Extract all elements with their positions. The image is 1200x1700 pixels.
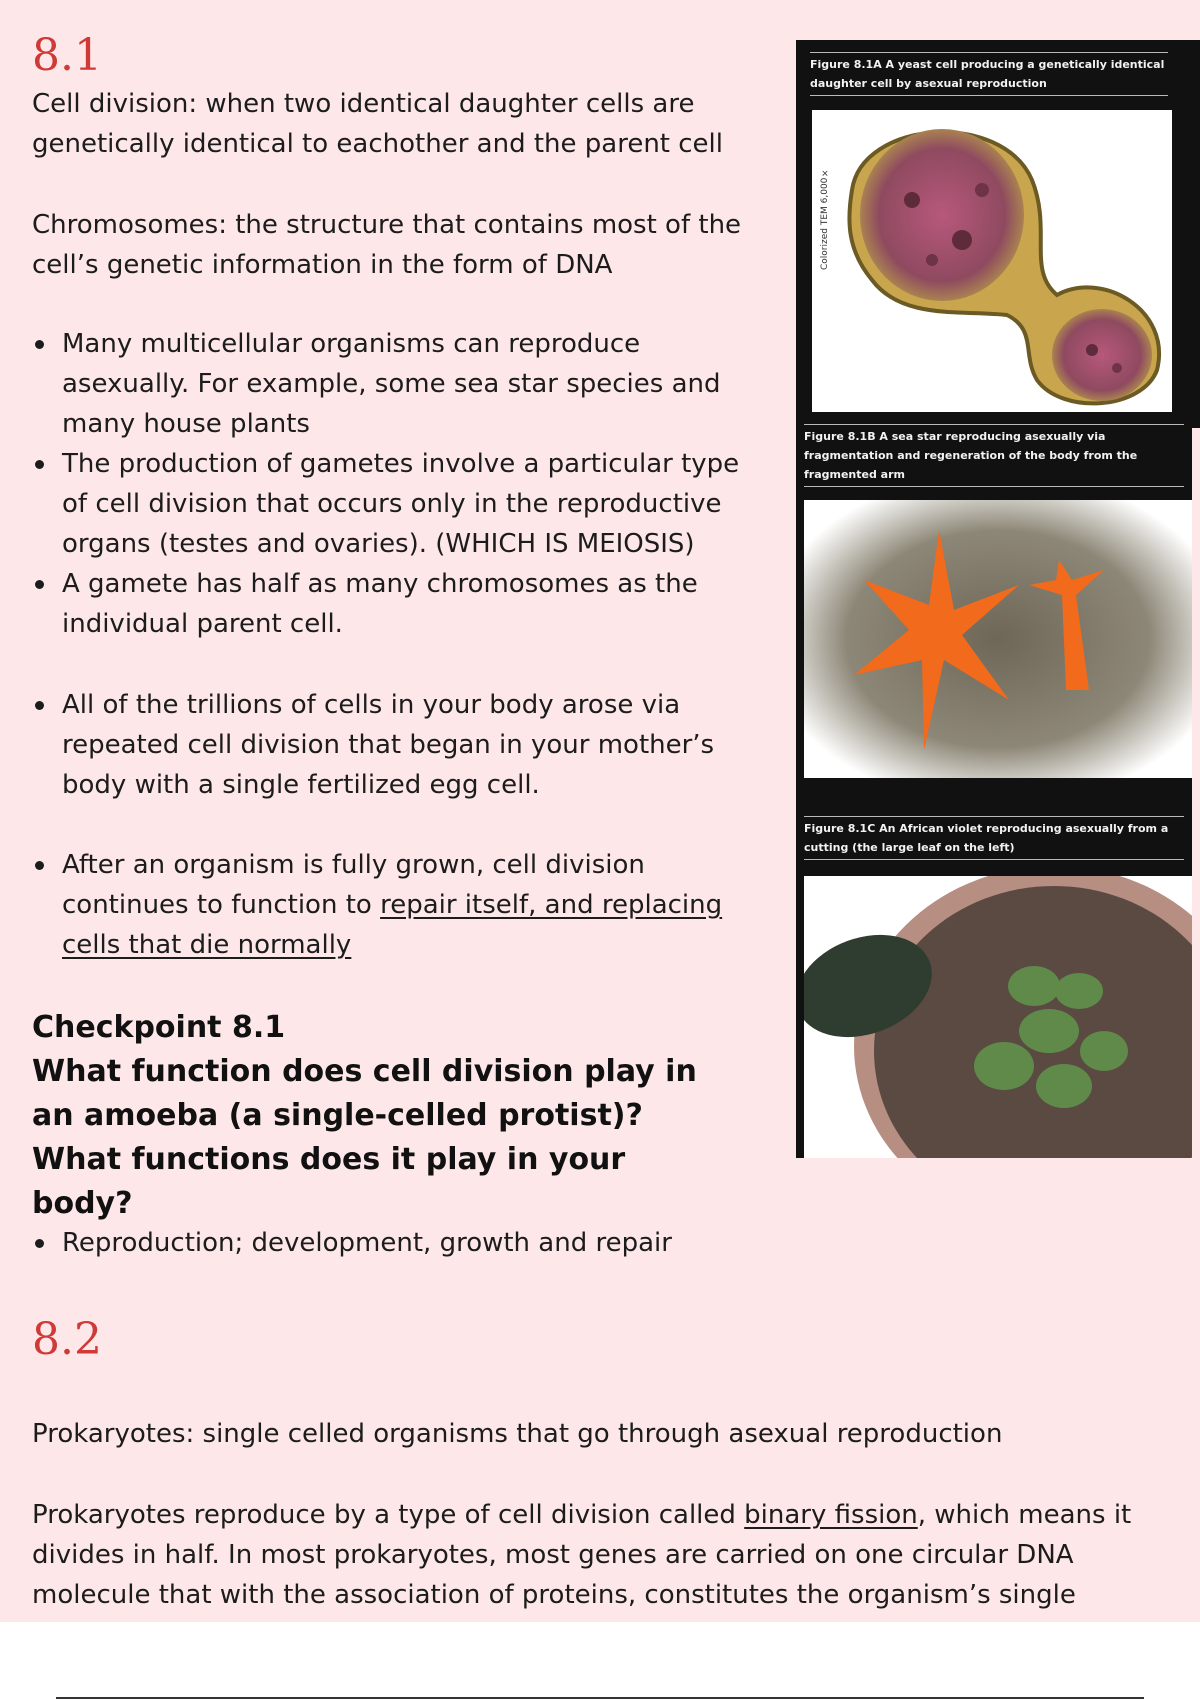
checkpoint-title: Checkpoint 8.1 <box>32 1010 286 1045</box>
repair-replace-underlined: repair itself, and replacing cells that die normally <box>62 890 723 960</box>
bullet-gamete-chromosomes: A gamete has half as many chromosomes as the individual parent cell. <box>32 564 764 644</box>
bullet-list-asexual <box>32 324 764 644</box>
bullet-gametes-production: The production of gametes involve a particular type of cell division that occurs only in the reproductive organs (testes and ovaries). (WHICH IS MEIOSIS) <box>32 444 764 564</box>
bullet-trillions-cells: All of the trillions of cells in your body arose via repeated cell division that began in your mother’s body with a single fertilized egg cell. <box>32 685 742 805</box>
magnification-label: Colorized TEM 6,000× <box>820 167 830 270</box>
chromosomes-definition: Chromosomes: the structure that contains most of the cell’s genetic information in the form of DNA <box>32 210 742 280</box>
section-heading-8-2: 8.2 <box>32 1314 102 1365</box>
binary-fission-underlined: binary fission <box>744 1500 918 1530</box>
bullet-list-trillions <box>32 685 742 805</box>
checkpoint-question: What function does cell division play in an amoeba (a single-celled protist)? What functions does it play in your body? <box>32 1054 697 1221</box>
bullet-list-answer <box>32 1223 752 1263</box>
yeast-cell-image <box>812 110 1172 412</box>
checkpoint-answer: Reproduction; development, growth and repair <box>32 1223 752 1263</box>
fission-text-before: Prokaryotes reproduce by a type of cell division called <box>32 1500 745 1530</box>
bullet-grown-text: After an organism is fully grown, cell division continues to function to <box>62 850 645 920</box>
bullet-fully-grown <box>32 845 742 965</box>
bottom-divider <box>56 1697 1144 1699</box>
binary-fission-paragraph <box>32 1495 1162 1615</box>
fission-text-after: , which means it divides in half. In most prokaryotes, most genes are carried on one circular DNA molecule that with the association of proteins, constitutes the organism’s single <box>32 1500 1132 1610</box>
figure-8-1c-caption: Figure 8.1C An African violet reproducing asexually from a cutting (the large leaf on the left) <box>804 816 1184 860</box>
figure-8-1a-caption: Figure 8.1A A yeast cell producing a genetically identical daughter cell by asexual reproduction <box>810 52 1168 96</box>
figure-8-1b-caption: Figure 8.1B A sea star reproducing asexually via fragmentation and regeneration of the body from the fragmented arm <box>804 424 1184 487</box>
african-violet-image <box>804 876 1192 1158</box>
sea-star-image <box>804 500 1192 778</box>
prokaryotes-definition: Prokaryotes: single celled organisms that go through asexual reproduction <box>32 1419 1003 1449</box>
bullet-multicellular: Many multicellular organisms can reproduce asexually. For example, some sea star species and many house plants <box>32 324 764 444</box>
section-heading-8-1: 8.1 <box>32 30 102 81</box>
bullet-list-grown <box>32 845 742 965</box>
cell-division-definition: Cell division: when two identical daughter cells are genetically identical to eachother and the parent cell <box>32 89 723 159</box>
